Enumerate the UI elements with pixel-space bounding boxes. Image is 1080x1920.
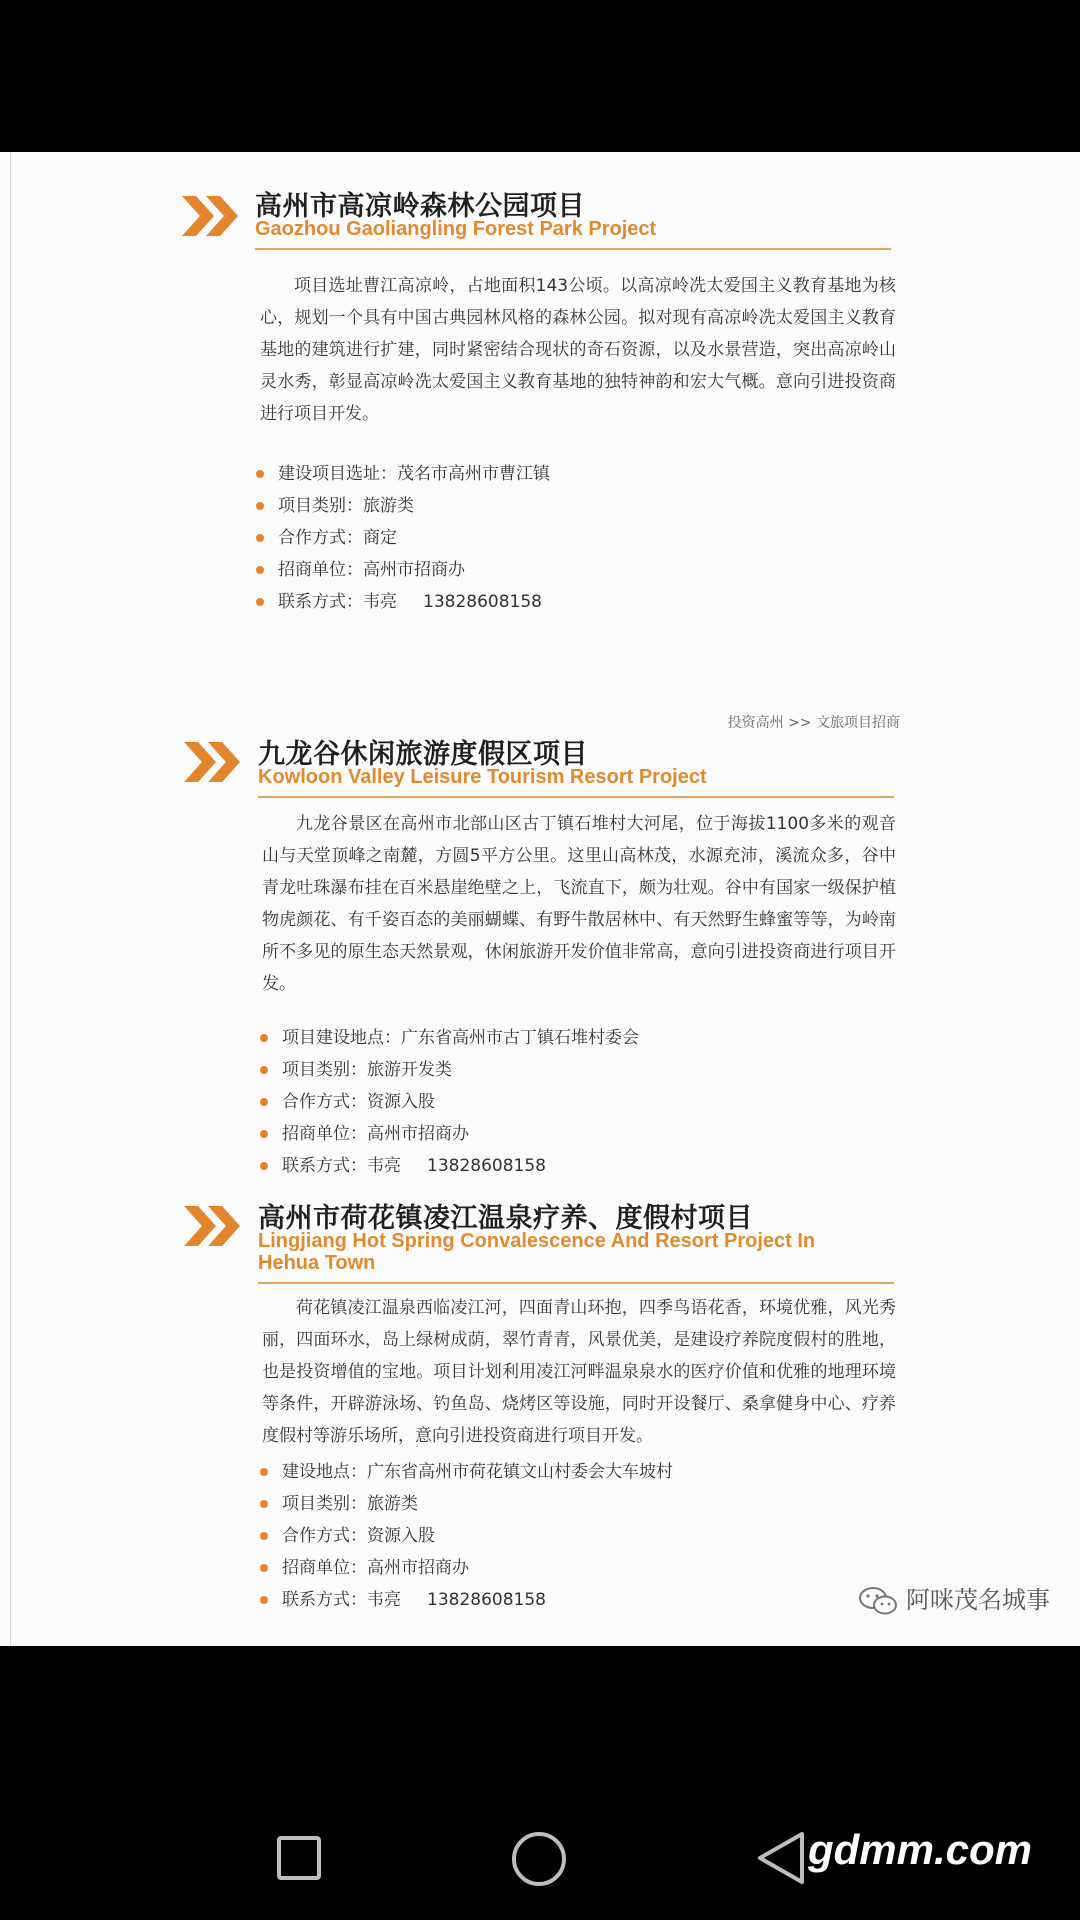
- section-title-en: Lingjiang Hot Spring Convalescence And Resort Project In Hehua Town: [258, 1230, 816, 1274]
- double-chevron-icon: [184, 1202, 246, 1250]
- list-item: 建设地点：广东省高州市荷花镇文山村委会大车坡村: [260, 1456, 673, 1488]
- list-item: 联系方式：韦亮 13828608158: [260, 1584, 673, 1616]
- bullet-icon: [260, 1596, 268, 1604]
- breadcrumb: 投资高州 >> 文旅项目招商: [727, 715, 900, 731]
- section-title-en: Gaozhou Gaoliangling Forest Park Project: [255, 218, 657, 240]
- list-item: 项目类别：旅游开发类: [260, 1054, 639, 1086]
- list-item: 招商单位：高州市招商办: [256, 554, 550, 586]
- bullet-icon: [260, 1532, 268, 1540]
- watermark-text: 阿咪茂名城事: [906, 1586, 1050, 1614]
- section-title-cn: 高州市高凉岭森林公园项目: [255, 191, 585, 222]
- bullet-icon: [260, 1468, 268, 1476]
- section-rule: [255, 248, 891, 250]
- document-page: [0, 152, 1080, 1646]
- bullet-icon: [256, 470, 264, 478]
- list-item: 合作方式：商定: [256, 522, 550, 554]
- list-item: 合作方式：资源入股: [260, 1086, 639, 1118]
- double-chevron-icon: [184, 738, 246, 786]
- section-paragraph: 项目选址曹江高凉岭，占地面积143公顷。以高凉岭冼太爱国主义教育基地为核心，规划一个具有中国古典园林风格的森林公园。拟对现有高凉岭冼太爱国主义教育基地的建筑进行扩建，同时紧密结合现状的奇石资源，以及水景营造，突出高凉岭山灵水秀，彰显高凉岭冼太爱国主义教育基地的独特神韵和宏大气概。意向引进投资商进行项目开发。: [260, 276, 896, 424]
- bullet-icon: [256, 566, 264, 574]
- section-title-cn: 九龙谷休闲旅游度假区项目: [258, 739, 588, 770]
- section-rule: [258, 796, 894, 798]
- wechat-watermark: [858, 1580, 1050, 1616]
- site-watermark: gdmm.com: [808, 1826, 1033, 1873]
- back-button[interactable]: [756, 1830, 806, 1886]
- bullet-icon: [260, 1034, 268, 1042]
- list-item: 联系方式：韦亮 13828608158: [260, 1150, 639, 1182]
- bullet-icon: [256, 598, 264, 606]
- list-item: 建设项目选址：茂名市高州市曹江镇: [256, 458, 550, 490]
- list-item: 项目类别：旅游类: [256, 490, 550, 522]
- contact-phone: 13828608158: [423, 592, 542, 612]
- contact-phone: 13828608158: [427, 1590, 546, 1610]
- section-paragraph: 九龙谷景区在高州市北部山区古丁镇石堆村大河尾，位于海拔1100多米的观音山与天堂顶峰之南麓，方圆5平方公里。这里山高林茂，水源充沛，溪流众多，谷中青龙吐珠瀑布挂在百米悬崖绝壁之上，飞流直下，颇为壮观。谷中有国家一级保护植物虎颜花、有千姿百态的美丽蝴蝶、有野牛散居林中、有天然野生蜂蜜等等，为岭南所不多见的原生态天然景观，休闲旅游开发价值非常高，意向引进投资商进行项目开发。: [262, 814, 896, 994]
- bullet-icon: [260, 1130, 268, 1138]
- wechat-icon: [858, 1586, 898, 1616]
- list-item: 项目类别：旅游类: [260, 1488, 673, 1520]
- bullet-icon: [256, 502, 264, 510]
- list-item: 招商单位：高州市招商办: [260, 1552, 673, 1584]
- section-title-en: Kowloon Valley Leisure Tourism Resort Project: [258, 766, 707, 788]
- contact-phone: 13828608158: [427, 1156, 546, 1176]
- bullet-icon: [260, 1162, 268, 1170]
- bullet-icon: [260, 1066, 268, 1074]
- bullet-icon: [256, 534, 264, 542]
- section-paragraph: 荷花镇凌江温泉西临凌江河，四面青山环抱，四季鸟语花香，环境优雅，风光秀丽，四面环水，岛上绿树成荫，翠竹青青，风景优美，是建设疗养院度假村的胜地，也是投资增值的宝地。项目计划利用凌江河畔温泉泉水的医疗价值和优雅的地理环境等条件，开辟游泳场、钓鱼岛、烧烤区等设施，同时开设餐厅、桑拿健身中心、疗养度假村等游乐场所，意向引进投资商进行项目开发。: [262, 1298, 896, 1446]
- detail-list: [260, 1022, 639, 1182]
- recents-button[interactable]: [277, 1836, 321, 1880]
- bullet-icon: [260, 1500, 268, 1508]
- detail-list: [256, 458, 550, 618]
- section-rule: [258, 1282, 894, 1284]
- section-title-cn: 高州市荷花镇凌江温泉疗养、度假村项目: [258, 1203, 753, 1234]
- list-item: 联系方式：韦亮 13828608158: [256, 586, 550, 618]
- bullet-icon: [260, 1098, 268, 1106]
- page-edge: [10, 152, 11, 1646]
- list-item: 合作方式：资源入股: [260, 1520, 673, 1552]
- detail-list: [260, 1456, 673, 1616]
- home-button[interactable]: [512, 1832, 566, 1886]
- double-chevron-icon: [182, 192, 244, 240]
- list-item: 项目建设地点：广东省高州市古丁镇石堆村委会: [260, 1022, 639, 1054]
- list-item: 招商单位：高州市招商办: [260, 1118, 639, 1150]
- bullet-icon: [260, 1564, 268, 1572]
